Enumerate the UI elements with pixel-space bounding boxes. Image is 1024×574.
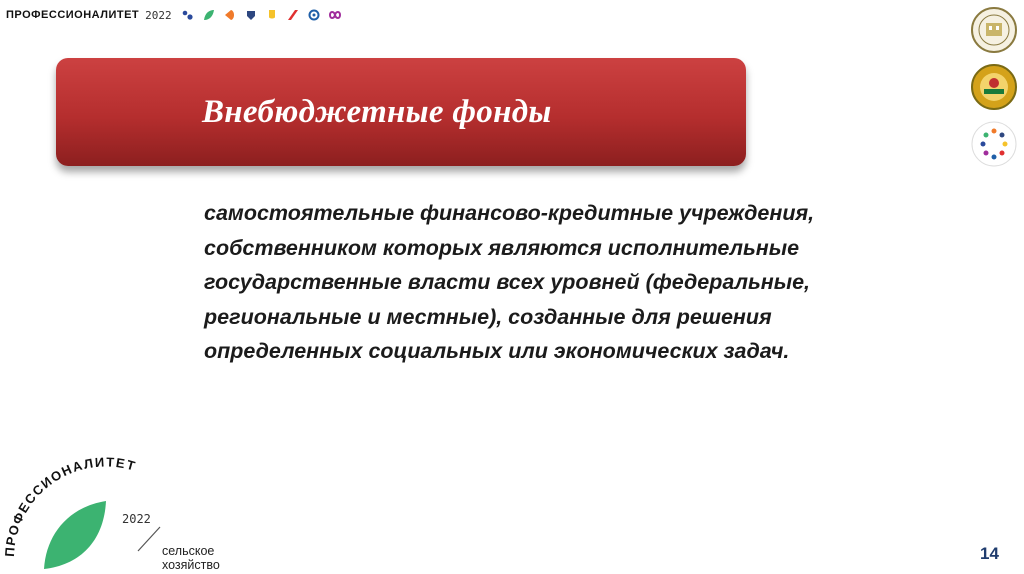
green-leaf-icon	[44, 501, 106, 569]
republic-emblem-icon	[970, 63, 1018, 111]
logo-arc-textpath: ПРОФЕССИОНАЛИТЕТ	[1, 455, 139, 558]
definition-line: собственником которых являются исполнительные	[204, 235, 800, 260]
definition-paragraph	[204, 196, 936, 369]
purple-infinity-icon	[329, 9, 341, 21]
green-leaf-icon	[203, 9, 215, 21]
professionalitet-agro-logo	[0, 455, 260, 574]
definition-line: определенных социальных или экономических задач.	[204, 339, 790, 363]
red-slash-icon	[287, 9, 299, 21]
logo-year: 2022	[122, 512, 151, 526]
professionalitet-badge-icon	[970, 120, 1018, 168]
yellow-cup-icon	[266, 9, 278, 21]
definition-line: самостоятельные финансово-кредитные учреждения,	[204, 201, 815, 225]
logo-caption-line2: хозяйство	[162, 558, 220, 572]
blue-dots-icon	[182, 9, 194, 21]
definition-line: региональные и местные), созданные для решения	[204, 304, 772, 329]
slide-title: Внебюджетные фонды	[202, 94, 552, 130]
logo-divider	[138, 527, 160, 551]
logo-caption-line1: сельское	[162, 544, 215, 558]
navy-shield-icon	[245, 9, 257, 21]
definition-line: государственные власти всех уровней (федеральные,	[204, 270, 811, 294]
page-number: 14	[980, 544, 999, 563]
blue-ring-icon	[308, 9, 320, 21]
orange-drop-icon	[224, 9, 236, 21]
brand-year: 2022	[145, 8, 172, 22]
top-brand-bar	[6, 4, 341, 26]
partner-seals	[970, 6, 1020, 177]
brand-name: ПРОФЕССИОНАЛИТЕТ	[6, 9, 140, 21]
brand-icons	[182, 9, 341, 21]
college-seal-icon	[970, 6, 1018, 54]
